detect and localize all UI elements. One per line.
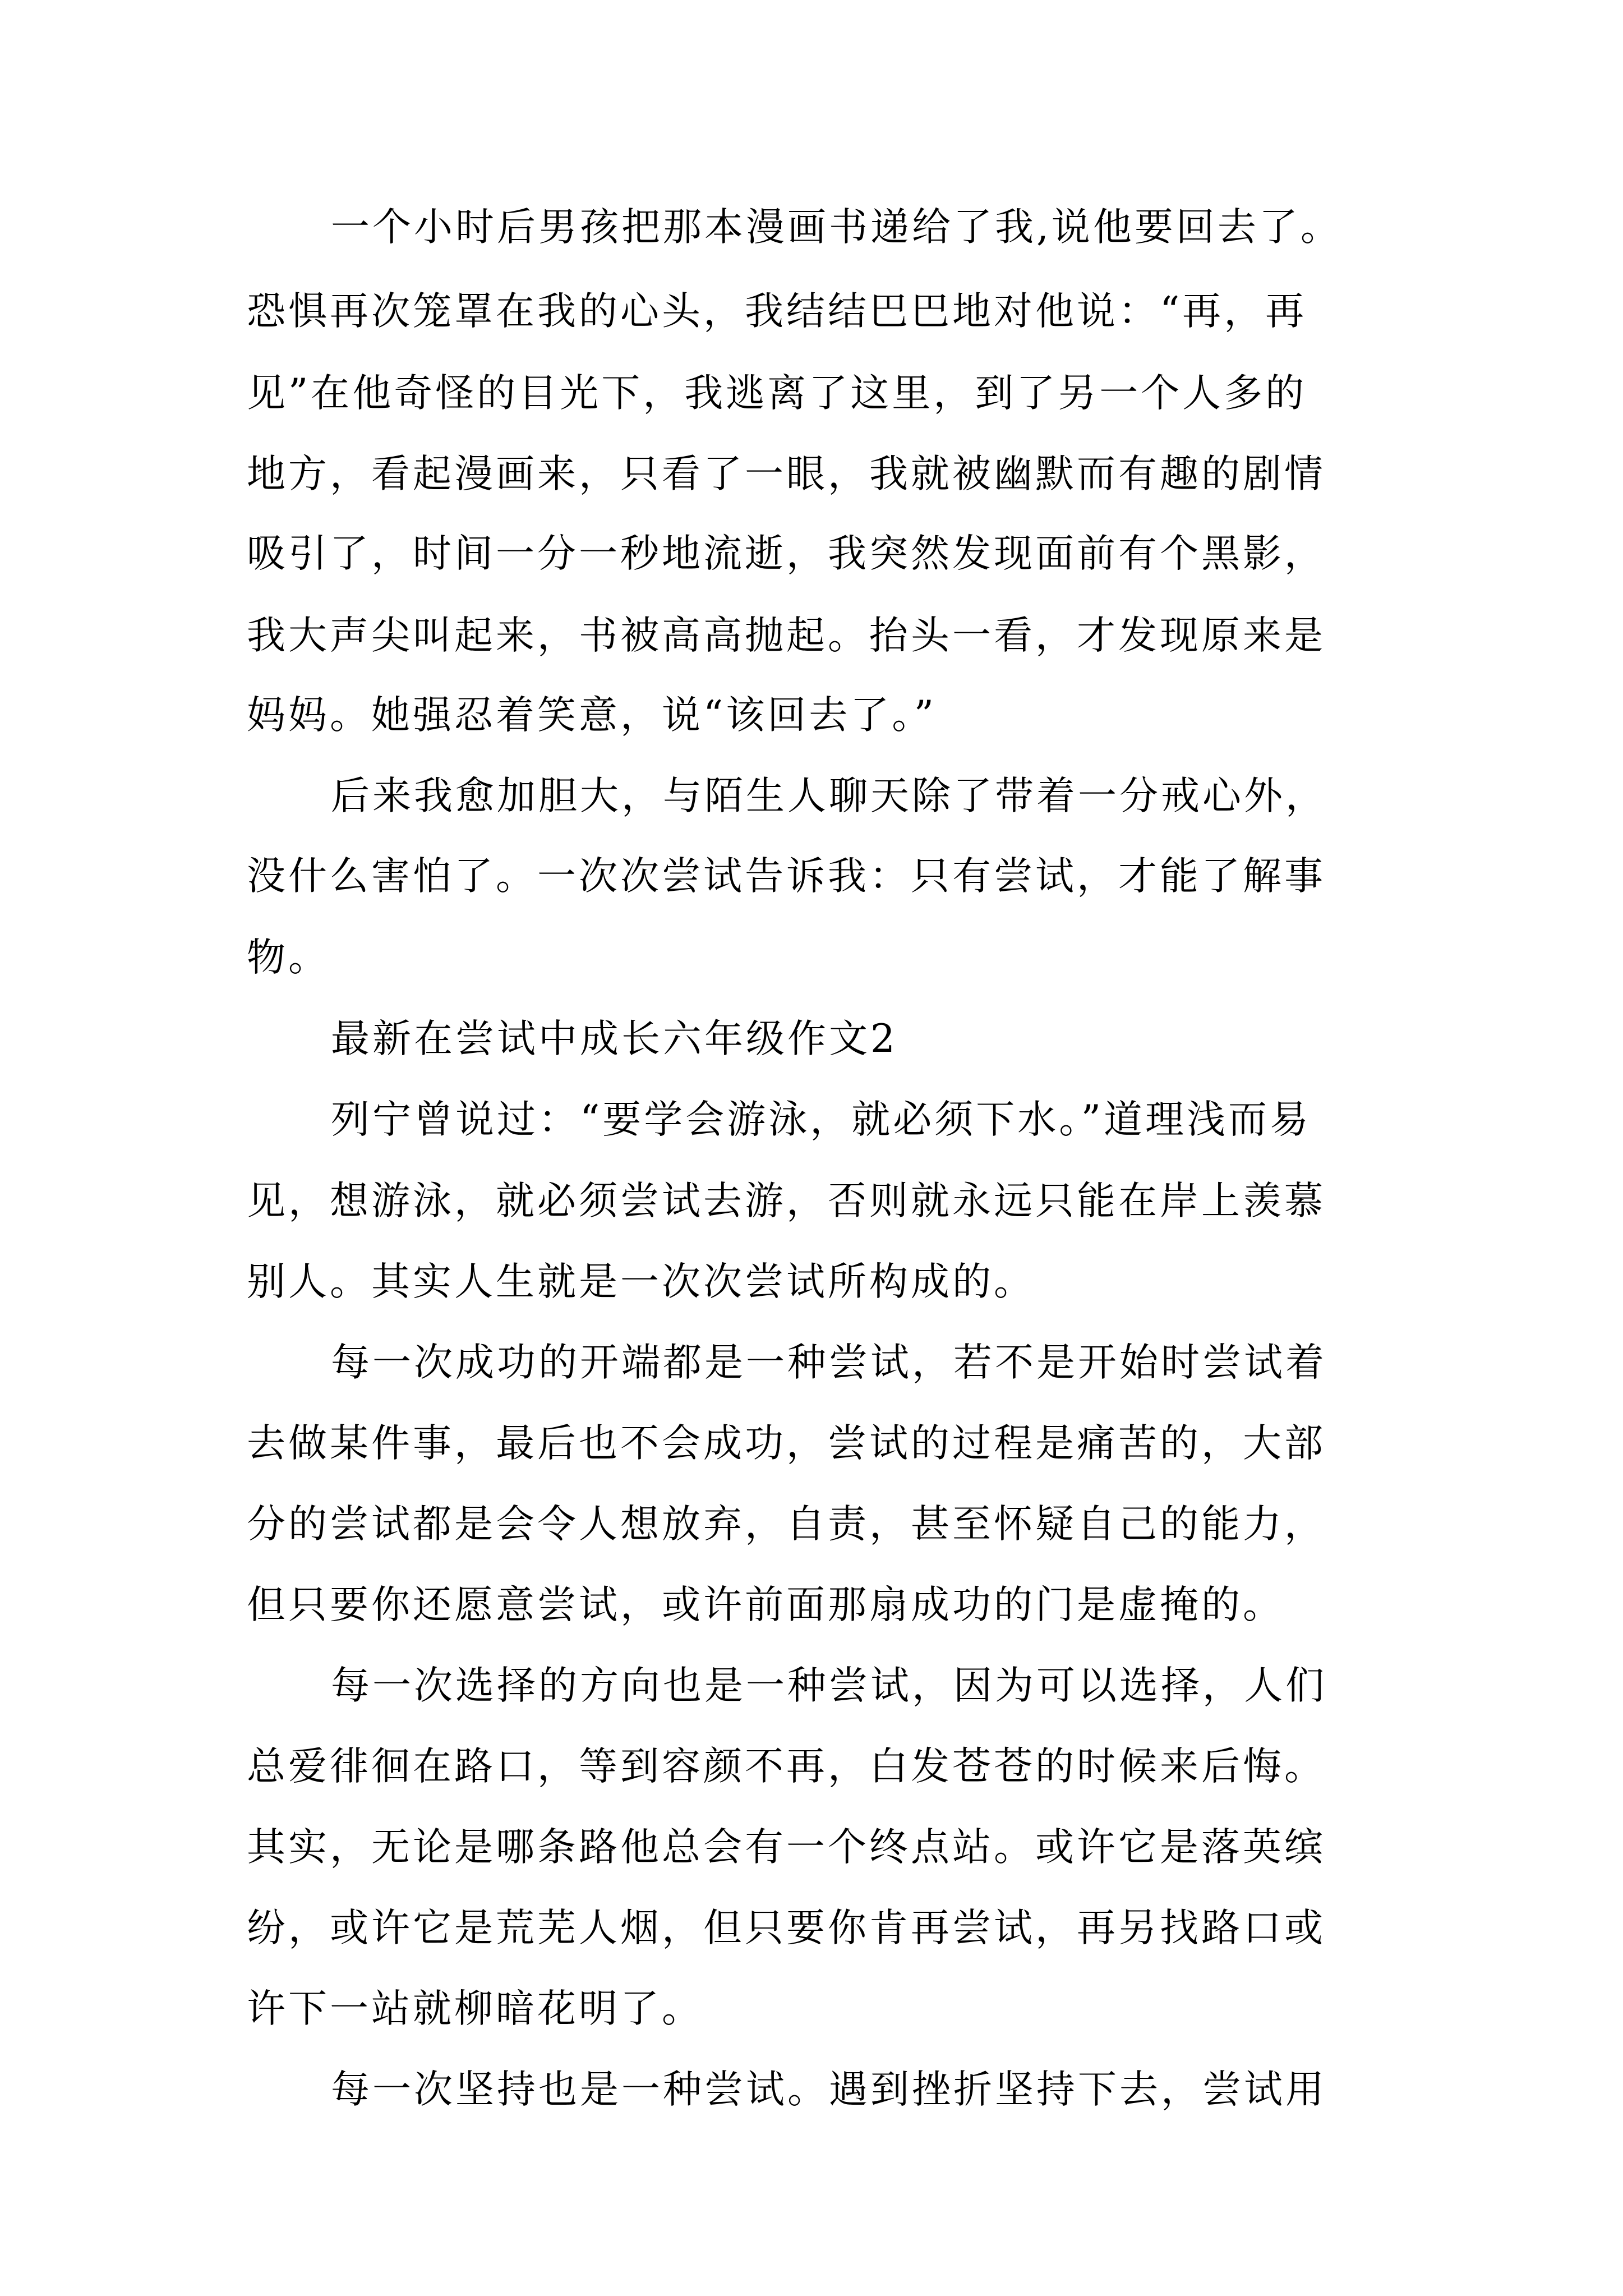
text-line: 见”在他奇怪的目光下，我逃离了这里，到了另一个人多的 [247,371,1307,416]
text-line: 吸引了，时间一分一秒地流逝，我突然发现面前有个黑影， [247,531,1326,576]
text-line: 我大声尖叫起来，书被高高抛起。抬头一看，才发现原来是 [247,613,1326,658]
text-line: 见，想游泳，就必须尝试去游，否则就永远只能在岸上羡慕 [247,1179,1326,1223]
text-line: 后来我愈加胆大，与陌生人聊天除了带着一分戒心外， [331,774,1327,818]
text-line: 一个小时后男孩把那本漫画书递给了我,说他要回去了。 [331,205,1342,250]
text-line: 每一次成功的开端都是一种尝试，若不是开始时尝试着 [331,1340,1327,1385]
text-line: 分的尝试都是会令人想放弃，自责，甚至怀疑自己的能力， [247,1502,1326,1547]
text-line: 恐惧再次笼罩在我的心头，我结结巴巴地对他说：“再，再 [247,289,1307,334]
text-line: 列宁曾说过：“要学会游泳，就必须下水。”道理浅而易 [331,1097,1312,1142]
section-heading: 最新在尝试中成长六年级作文2 [331,1016,898,1061]
text-line: 别人。其实人生就是一次次尝试所构成的。 [247,1259,1035,1304]
text-line: 其实，无论是哪条路他总会有一个终点站。或许它是落英缤 [247,1825,1326,1870]
text-line: 没什么害怕了。一次次尝试告诉我：只有尝试，才能了解事 [247,854,1326,899]
text-line: 但只要你还愿意尝试，或许前面那扇成功的门是虚掩的。 [247,1582,1284,1627]
text-line: 总爱徘徊在路口，等到容颜不再，白发苍苍的时候来后悔。 [247,1744,1326,1789]
text-line: 地方，看起漫画来，只看了一眼，我就被幽默而有趣的剧情 [247,452,1326,496]
text-line: 每一次选择的方向也是一种尝试，因为可以选择，人们 [331,1663,1327,1708]
text-line: 纷，或许它是荒芜人烟，但只要你肯再尝试，再另找路口或 [247,1906,1326,1950]
text-line: 每一次坚持也是一种尝试。遇到挫折坚持下去，尝试用 [331,2067,1327,2112]
text-line: 许下一站就柳暗花明了。 [247,1986,703,2031]
text-line: 妈妈。她强忍着笑意，说“该回去了。” [247,693,937,738]
text-line: 去做某件事，最后也不会成功，尝试的过程是痛苦的，大部 [247,1421,1326,1466]
text-line: 物。 [247,935,330,980]
